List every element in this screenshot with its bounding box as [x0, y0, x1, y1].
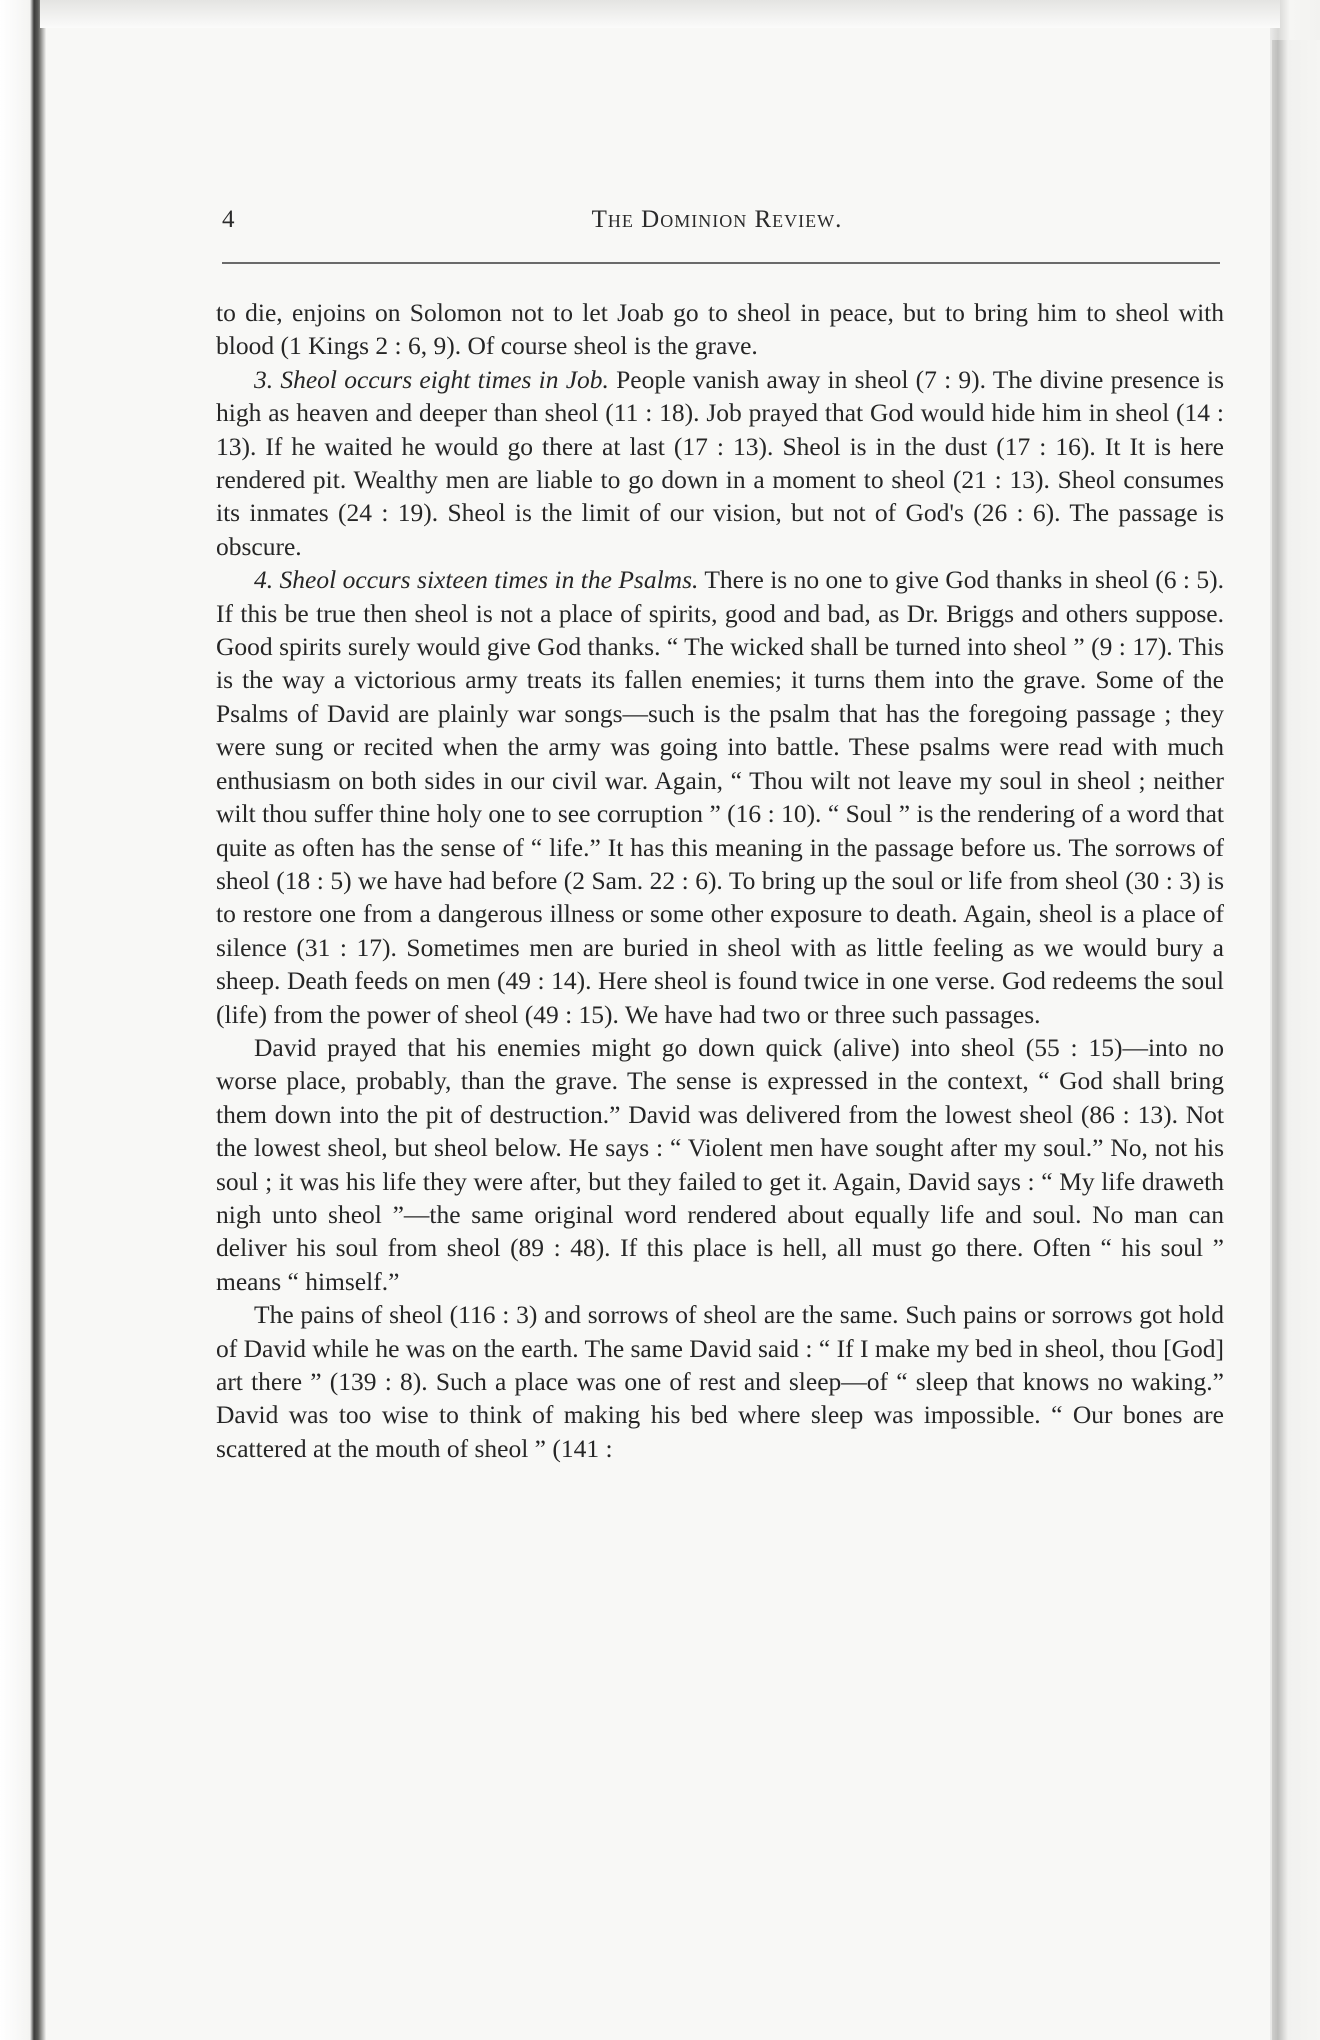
- page-number: 4: [222, 206, 235, 233]
- paragraph-text: People vanish away in sheol (7 : 9). The divine presence is high as heaven and deeper than sheol (11 : 18). Job prayed that God would hide him in sheol (14 : 13). If he waited he would go there at last (17 : 13). Sheol is in the dust (17 : 16). It It is here rendered pit. Wealthy men are liable to go down in a moment to sheol (21 : 13). Sheol consumes its inmates (24 : 19). Sheol is the limit of our vision, but not of God's (26 : 6). The passage is obscure.: [216, 364, 1224, 561]
- body-text: [216, 296, 1224, 1465]
- paragraph-david-prayed: [216, 1031, 1224, 1298]
- paragraph-text: There is no one to give God thanks in sheol (6 : 5). If this be true then sheol is not a place of spirits, good and bad, as Dr. Briggs and others suppose. Good spirits surely would give God thanks. “ The wicked shall be turned into sheol ” (9 : 17). This is the way a victorious army treats its fallen enemies; it turns them into the grave. Some of the Psalms of David are plainly war songs—such is the psalm that has the foregoing passage ; they were sung or recited when the army was going into battle. These psalms were read with much enthusiasm on both sides in our civil war. Again, “ Thou wilt not leave my soul in sheol ; neither wilt thou suffer thine holy one to see corruption ” (16 : 10). “ Soul ” is the rendering of a word that quite as often has the sense of “ life.” It has this meaning in the passage before us. The sorrows of sheol (18 : 5) we have had before (2 Sam. 22 : 6). To bring up the soul or life from sheol (30 : 3) is to restore one from a dangerous illness or some other exposure to death. Again, sheol is a place of silence (31 : 17). Sometimes men are buried in sheol with as little feeling as we would bury a sheep. Death feeds on men (49 : 14). Here sheol is found twice in one verse. God redeems the soul (life) from the power of sheol (49 : 15). We have had two or three such passages.: [216, 565, 1225, 1029]
- paragraph-text: to die, enjoins on Solomon not to let Joab go to sheol in peace, but to bring him to sheol with blood (1 Kings 2 : 6, 9). Of course sheol is the grave.: [216, 298, 1224, 361]
- section-heading-job: 3. Sheol occurs eight times in Job.: [254, 364, 609, 394]
- header-rule: [222, 262, 1220, 264]
- paragraph-text: The pains of sheol (116 : 3) and sorrows of sheol are the same. Such pains or sorrows got hold of David while he was on the earth. The same David said : “ If I make my bed in sheol, thou [God] art there ” (139 : 8). Such a place was one of rest and sleep—of “ sleep that knows no waking.” David was too wise to think of making his bed where sleep was impossible. “ Our bones are scattered at the mouth of sheol ” (141 :: [216, 1300, 1224, 1463]
- paragraph-job: [216, 363, 1224, 563]
- running-title: The Dominion Review.: [591, 206, 843, 233]
- paragraph-psalms: [216, 563, 1224, 1031]
- paragraph-text: David prayed that his enemies might go down quick (alive) into sheol (55 : 15)—into no worse place, probably, than the grave. The sense is expressed in the context, “ God shall bring them down into the pit of destruction.” David was delivered from the lowest sheol (86 : 13). Not the lowest sheol, but sheol below. He says : “ Violent men have sought after my soul.” No, not his soul ; it was his life they were after, but they failed to get it. Again, David says : “ My life draweth nigh unto sheol ”—the same original word rendered about equally life and soul. No man can deliver his soul from sheol (89 : 48). If this place is hell, all must go there. Often “ his soul ” means “ himself.”: [216, 1032, 1224, 1296]
- adjacent-page-edge: [1272, 40, 1320, 2040]
- paragraph-pains-of-sheol: [216, 1298, 1224, 1465]
- paragraph-continuation: [216, 296, 1224, 363]
- page-header: [222, 206, 1212, 246]
- section-heading-psalms: 4. Sheol occurs sixteen times in the Psalms.: [254, 565, 699, 595]
- scan-top-shadow: [40, 0, 1280, 28]
